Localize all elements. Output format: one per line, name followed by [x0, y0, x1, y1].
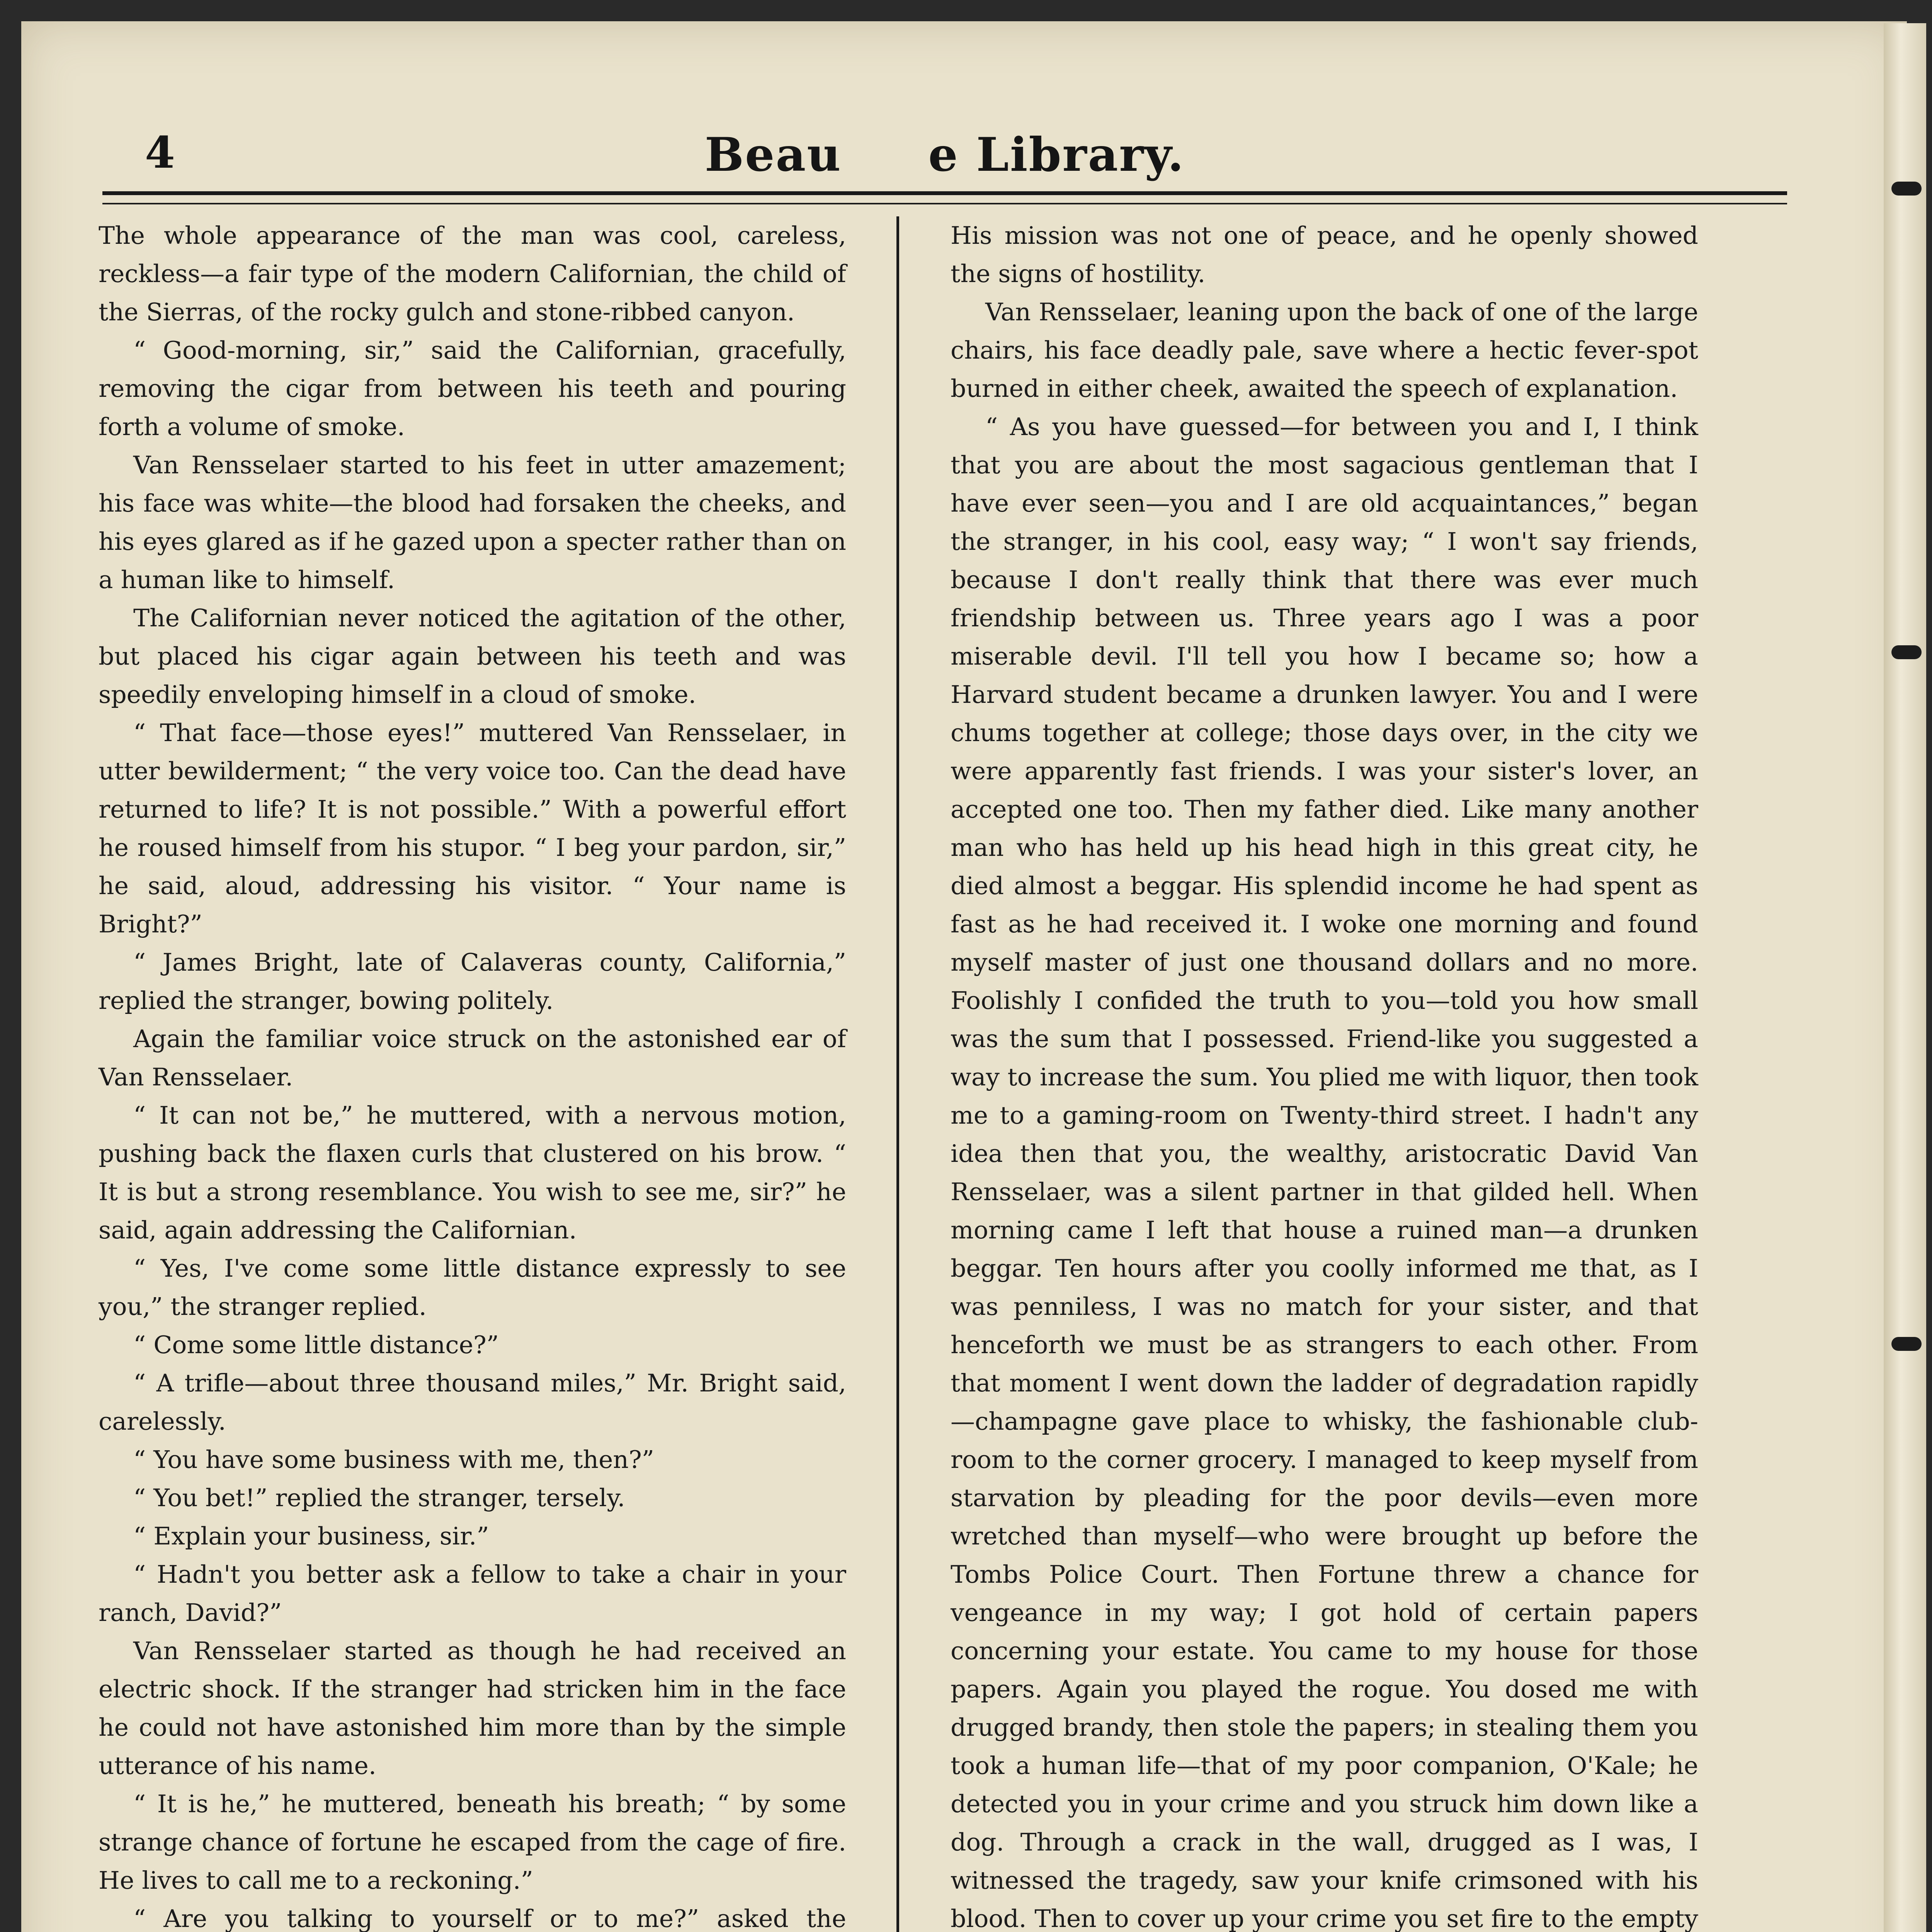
column-divider: [896, 216, 899, 1932]
paragraph: “ You have some business with me, then?”: [133, 1446, 654, 1474]
paragraph: “ Come some little distance?”: [133, 1331, 499, 1359]
left-column: [99, 216, 846, 1932]
paragraph: The Californian never noticed the agitation of the other, but placed his cigar again between his teeth and was speedily enveloping himself in a cloud of smoke.: [99, 604, 846, 709]
paragraph: “ Are you talking to yourself or to me?” asked the: [133, 1905, 846, 1932]
running-head: Beau e Library.: [704, 128, 1185, 182]
right-column: [951, 216, 1698, 1932]
paragraph: “ Explain your business, sir.”: [133, 1522, 489, 1550]
paragraph: Van Rensselaer, leaning upon the back of one of the large chairs, his face deadly pale, save where a hectic fever-spot burned in either cheek, awaited the speech of explanation.: [951, 298, 1698, 403]
paragraph: “ It is he,” he muttered, beneath his breath; “ by some strange chance of fortune he escaped from the cage of fire. He lives to call me to a reckoning.”: [99, 1790, 846, 1895]
paragraph: Van Rensselaer started as though he had received an electric shock. If the stranger had stricken him in the face he could not have astonished him more than by the simple utterance of his name.: [99, 1637, 846, 1780]
paragraph: “ As you have guessed—for between you and I, I think that you are about the most sagacious gentleman that I have ever seen—you and I are old acquaintances,” began the stranger, in his cool, easy way; “ I won't say friends, because I don't really think that there was ever much friendship between us. Three years ago I was a poor miserable devil. I'll tell you how I became so; how a Harvard student became a drunken lawyer. You and I were chums together at college; those days over, in the city we were apparently fast friends. I was your sister's lover, an accepted one too. Then my father died. Like many another man who has held up his head high in this great city, he died almost a beggar. His splendid income he had spent as fast as he had received it. I woke one morning and found myself master of just one thousand dollars and no more. Foolishly I confided the truth to you—told you how small was the sum that I possessed. Friend-like you suggested a way to increase the sum. You plied me with liquor, then took me to a gaming-room on Twenty-third street. I hadn't any idea then that you, the wealthy, aristocratic David Van Rensselaer, was a silent partner in that gilded hell. When morning came I left that house a ruined man—a drunken beggar. Ten hours after you coolly informed me that, as I was penniless, I was no match for your sister, and that henceforth we must be as strangers to each other. From that moment I went down the ladder of degradation rapidly—champagne gave place to whisky, the fashionable club-room to the corner grocery. I managed to keep myself from starvation by pleading for the poor devils—even more wretched than myself—who were brought up before the Tombs Police Court. Then Fortune threw a chance for vengeance in my way; I got hold of certain papers concerning your estate. You came to my house for those papers. Again you played the rogue. You dosed me with drugged brandy, then stole the papers; in stealing them you took a human life—that of my poor companion, O'Kale; he detected you in your crime and you struck him down like a dog. Through a crack in the wall, drugged as I was, I witnessed the tragedy, saw your knife crimsoned with his blood. Then to cover up your crime you set fire to the empty: [951, 413, 1698, 1932]
binding-hole: [1891, 1337, 1922, 1351]
paragraph: The whole appearance of the man was cool, careless, reckless—a fair type of the modern Californian, the child of the Sierras, of the rocky gulch and stone-ribbed canyon.: [99, 221, 846, 326]
paragraph: “ It can not be,” he muttered, with a nervous motion, pushing back the flaxen curls that clustered on his brow. “ It is but a strong resemblance. You wish to see me, sir?” he said, again addressing the Californian.: [99, 1101, 846, 1244]
paragraph: “ James Bright, late of Calaveras county, California,” replied the stranger, bowing politely.: [99, 948, 846, 1015]
binding-edge: [1884, 23, 1926, 1932]
paragraph: “ You bet!” replied the stranger, tersely.: [133, 1484, 625, 1512]
paragraph: “ Good-morning, sir,” said the Californian, gracefully, removing the cigar from between his teeth and pouring forth a volume of smoke.: [99, 336, 846, 441]
header-rule-thin: [102, 203, 1787, 204]
paragraph: “ Hadn't you better ask a fellow to take a chair in your ranch, David?”: [99, 1560, 846, 1627]
header-rule: [102, 191, 1787, 195]
paragraph: “ Yes, I've come some little distance expressly to see you,” the stranger replied.: [99, 1254, 846, 1321]
paragraph: His mission was not one of peace, and he openly showed the signs of hostility.: [951, 221, 1698, 288]
binding-hole: [1891, 182, 1922, 196]
paragraph: “ That face—those eyes!” muttered Van Rensselaer, in utter bewilderment; “ the very voice too. Can the dead have returned to life? It is not possible.” With a powerful effort he roused himself from his stupor. “ I beg your pardon, sir,” he said, aloud, addressing his visitor. “ Your name is Bright?”: [99, 719, 846, 938]
binding-hole: [1891, 645, 1922, 659]
paragraph: “ A trifle—about three thousand miles,” Mr. Bright said, carelessly.: [99, 1369, 846, 1435]
paragraph: Again the familiar voice struck on the astonished ear of Van Rensselaer.: [99, 1025, 846, 1091]
page-number: 4: [145, 128, 175, 178]
page-header: [102, 128, 1787, 182]
paragraph: Van Rensselaer started to his feet in utter amazement; his face was white—the blood had forsaken the cheeks, and his eyes glared as if he gazed upon a specter rather than on a human like to himself.: [99, 451, 846, 594]
